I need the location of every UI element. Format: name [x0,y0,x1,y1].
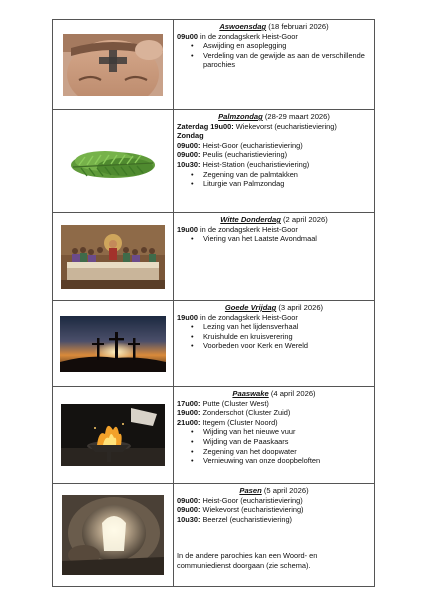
schedule-time: 09u00: [177,140,201,150]
schedule-line [177,32,371,42]
schedule-line [177,160,371,170]
table-row [53,213,375,301]
schedule-time: Zondag [177,131,204,141]
schedule-line [177,399,371,409]
list-item: • Viering van het Laatste Avondmaal [191,234,371,244]
schedule-time: 10u30: [177,159,201,169]
schedule-time: 21u00: [177,417,201,427]
image-cell [53,213,174,301]
event-heading [177,215,371,225]
schedule-location: Wiekevorst (eucharistieviering) [200,505,304,515]
event-date: (2 april 2026) [280,215,328,224]
schedule-time: 19u00 [177,224,198,234]
table-row [53,387,375,484]
schedule-line [177,122,371,132]
text-cell [174,110,375,213]
event-day: Aswoensdag [219,22,267,31]
schedule-time: 17u00: [177,398,201,408]
event-date: (18 februari 2026) [266,22,329,31]
text-cell [174,213,375,301]
list-item: • Wijding van de Paaskaars [191,437,371,447]
table-row [53,110,375,213]
event-heading [177,22,371,32]
text-cell [174,387,375,484]
list-item: • Aswijding en asoplegging [191,41,371,51]
schedule-line [177,225,371,235]
schedule-location: Itegem (Cluster Noord) [200,417,278,427]
schedule-line [177,150,371,160]
schedule-location: Heist-Goor (eucharistieviering) [200,495,303,505]
image-cell [53,301,174,387]
image-cell [53,387,174,484]
image-cell [53,20,174,110]
list-item: • Kruishulde en kruisverering [191,332,371,342]
event-heading [177,389,371,399]
easter-fire-brazier-image [61,404,165,466]
ritual-list [177,234,371,244]
text-cell [174,301,375,387]
table-row [53,484,375,587]
schedule-line [177,515,371,525]
last-supper-painting-image [61,225,165,289]
schedule-location: Heist-Station (eucharistieviering) [200,159,310,169]
ritual-list [177,41,371,70]
footnote: In de andere parochies kan een Woord- en communiedienst doorgaan (zie schema). [177,551,318,570]
schedule-time: 19u00: [177,408,201,418]
event-date: (28-29 maart 2026) [262,112,330,121]
list-item: • Verdeling van de gewijde as aan de verschillende parochies [191,51,371,70]
schedule-time: 09u00: [177,495,201,505]
ash-cross-forehead-image [63,34,163,96]
schedule-location: in de zondagskerk Heist-Goor [197,31,298,41]
image-cell [53,110,174,213]
event-date: (3 april 2026) [276,303,324,312]
ritual-list [177,170,371,189]
image-cell [53,484,174,587]
schedule-sheet [52,19,374,586]
schedule-time: 10u30: [177,514,201,524]
list-item: • Zegening van de palmtakken [191,170,371,180]
text-cell [174,484,375,587]
schedule-table [52,19,375,587]
schedule-line [177,408,371,418]
schedule-location: in de zondagskerk Heist-Goor [197,224,298,234]
event-day: Goede Vrijdag [224,303,277,312]
table-row [53,20,375,110]
schedule-location: Peulis (eucharistieviering) [200,150,288,160]
schedule-line [177,141,371,151]
event-day: Paaswake [232,389,269,398]
schedule-time: 19u00 [177,312,198,322]
list-item: • Voorbeden voor Kerk en Wereld [191,341,371,351]
schedule-time: 09u00 [177,31,198,41]
schedule-location: Heist-Goor (eucharistieviering) [200,140,303,150]
three-crosses-sunset-image [60,316,166,372]
event-heading [177,303,371,313]
list-item: • Wijding van het nieuwe vuur [191,427,371,437]
ritual-list [177,322,371,351]
schedule-line [177,418,371,428]
schedule-line [177,505,371,515]
ritual-list [177,427,371,465]
list-item: • Vernieuwing van onze doopbeloften [191,456,371,466]
schedule-time: 09u00: [177,150,201,160]
schedule-location: Beerzel (eucharistieviering) [200,514,293,524]
schedule-location: Zonderschot (Cluster Zuid) [200,408,291,418]
list-item: • Lezing van het lijdensverhaal [191,322,371,332]
empty-tomb-image [62,495,164,575]
event-heading [177,112,371,122]
list-item: • Liturgie van Palmzondag [191,179,371,189]
text-cell [174,20,375,110]
event-day: Palmzondag [218,112,263,121]
event-day: Witte Donderdag [220,215,281,224]
event-heading [177,486,371,496]
schedule-time: 09u00: [177,505,201,515]
schedule-line [177,131,371,141]
list-item: • Zegening van het doopwater [191,447,371,457]
schedule-location: Wiekevorst (eucharistieviering) [233,121,337,131]
schedule-line [177,496,371,506]
table-row [53,301,375,387]
schedule-location: Putte (Cluster West) [200,398,269,408]
schedule-line [177,313,371,323]
schedule-location: in de zondagskerk Heist-Goor [197,312,298,322]
event-date: (5 april 2026) [261,486,309,495]
event-day: Pasen [239,486,262,495]
schedule-time: Zaterdag 19u00: [177,121,234,131]
event-date: (4 april 2026) [268,389,316,398]
palm-branches-image [65,135,161,187]
